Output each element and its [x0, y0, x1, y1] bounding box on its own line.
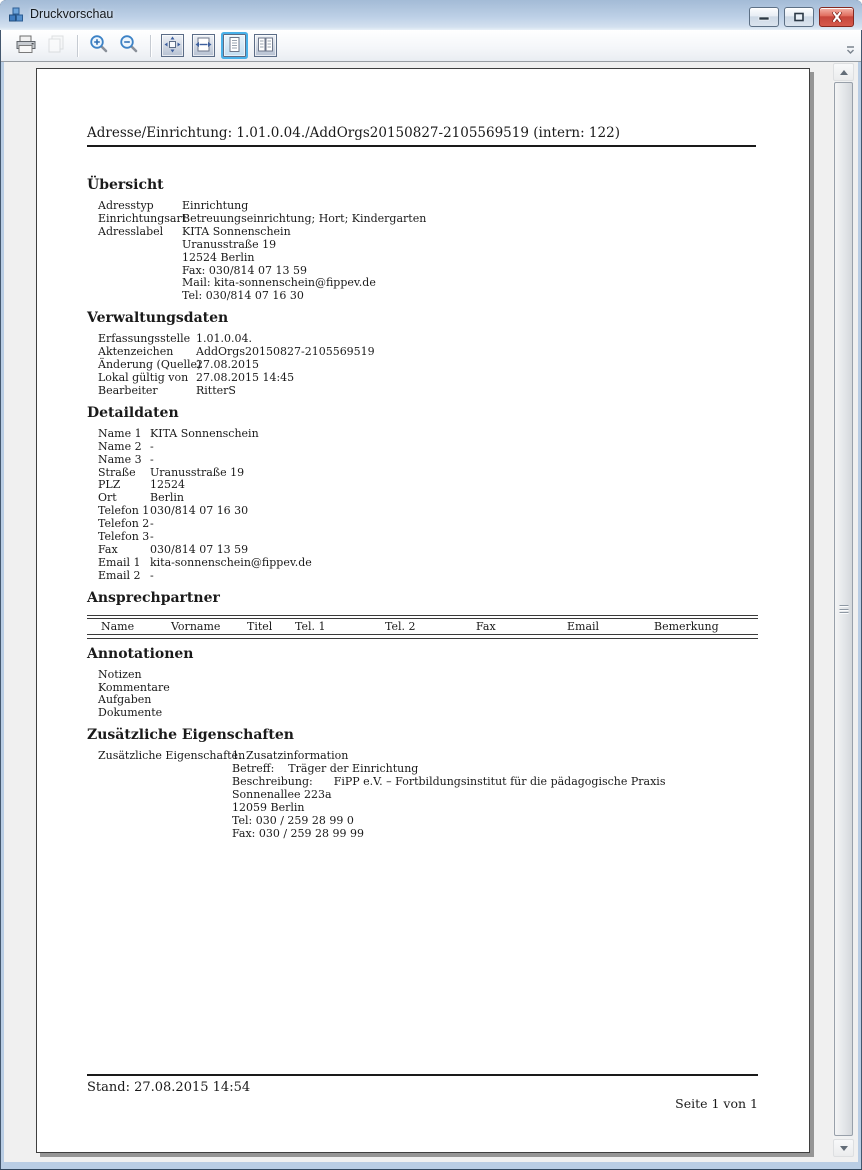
table-bottom-rule [87, 634, 758, 639]
window-title: Druckvorschau [30, 7, 114, 21]
value-line: - [150, 439, 154, 453]
maximize-button[interactable] [784, 7, 814, 27]
value-line: kita-sonnenschein@fippev.de [150, 555, 312, 569]
value-line: Tel: 030 / 259 28 99 0 [232, 813, 354, 827]
maximize-icon [793, 12, 805, 22]
data-row [87, 441, 756, 454]
app-cubes-icon [8, 7, 24, 23]
value-line: Betreff: Träger der Einrichtung [232, 762, 419, 776]
toolbar-separator [150, 35, 151, 57]
doc-sections [87, 177, 756, 841]
vertical-scrollbar[interactable] [833, 63, 854, 1157]
row-value [150, 531, 154, 544]
value-line: KITA Sonnenschein [150, 426, 259, 440]
row-label: Fax [98, 542, 118, 556]
row-label: Notizen [98, 667, 142, 681]
zoom-out-button[interactable] [116, 33, 142, 59]
section-uebersicht [87, 177, 756, 303]
data-row [87, 226, 756, 303]
toolbar-overflow-icon[interactable] [843, 45, 857, 57]
data-row [87, 669, 756, 682]
close-icon [830, 12, 844, 22]
row-label: Einrichtungsart [98, 211, 187, 225]
toolbar-group [86, 33, 142, 59]
data-row [87, 200, 756, 213]
row-value [196, 385, 236, 398]
row-label: Name 1 [98, 426, 142, 440]
column-header: Fax [476, 619, 496, 633]
column-header: Tel. 1 [295, 619, 326, 633]
data-row [87, 479, 756, 492]
value-line: - [150, 517, 154, 531]
value-line: Einrichtung [182, 199, 249, 212]
arrow-up-icon [840, 70, 848, 75]
value-line: - [150, 530, 154, 544]
row-label: Lokal gültig von [98, 370, 189, 384]
printer-icon [15, 35, 37, 57]
value-line: Berlin [150, 491, 184, 505]
value-line: 27.08.2015 14:45 [196, 370, 295, 384]
fit-width-button[interactable] [192, 34, 215, 57]
footer-page-number: Seite 1 von 1 [675, 1096, 758, 1111]
data-row [87, 385, 756, 398]
single-page-icon [226, 36, 243, 56]
footer-stand: Stand: 27.08.2015 14:54 [87, 1080, 251, 1095]
single-page-button[interactable] [223, 34, 246, 57]
copy-page-button[interactable] [43, 33, 69, 59]
row-label: Telefon 3 [98, 530, 150, 544]
value-line: RitterS [196, 383, 236, 397]
row-value [150, 454, 154, 467]
section-title: Verwaltungsdaten [87, 310, 229, 327]
data-row [87, 694, 756, 707]
row-label: Änderung (Quelle) [98, 358, 202, 372]
value-line: - [150, 568, 154, 582]
row-label: Straße [98, 465, 136, 479]
row-label: Erfassungsstelle [98, 332, 191, 346]
section-zusaetzliche-eigenschaften [87, 727, 756, 840]
scrollbar-thumb[interactable] [834, 82, 853, 1136]
row-label: Bearbeiter [98, 383, 158, 397]
row-label: PLZ [98, 478, 121, 492]
row-label: Name 3 [98, 452, 142, 466]
row-label: Dokumente [98, 706, 163, 720]
column-header: Titel [247, 619, 273, 633]
arrow-down-icon [840, 1146, 848, 1151]
value-line: 030/814 07 13 59 [150, 542, 249, 556]
column-header: Tel. 2 [385, 619, 416, 633]
value-line: Sonnenallee 223a [232, 788, 332, 801]
row-label: Email 2 [98, 568, 141, 582]
data-row [87, 557, 756, 570]
minimize-icon [758, 13, 770, 21]
data-row [87, 707, 756, 720]
data-row [87, 428, 756, 441]
data-row [87, 544, 756, 557]
row-label: Email 1 [98, 555, 141, 569]
value-line: Uranusstraße 19 [182, 237, 277, 251]
data-row [87, 518, 756, 531]
titlebar [0, 0, 862, 30]
zoom-in-button[interactable] [86, 33, 112, 59]
row-value [182, 200, 248, 213]
row-value [150, 441, 154, 454]
data-row [87, 505, 756, 518]
row-label: Telefon 1 [98, 504, 150, 518]
value-line: Tel: 030/814 07 16 30 [182, 289, 304, 303]
section-title: Zusätzliche Eigenschaften [87, 727, 294, 744]
column-header: Name [101, 619, 135, 633]
row-value [150, 570, 154, 583]
two-pages-button[interactable] [254, 34, 277, 57]
table-header-row [87, 619, 758, 634]
fit-page-icon [164, 36, 181, 56]
data-row [87, 531, 756, 544]
minimize-button[interactable] [749, 7, 779, 27]
document-footer [87, 1074, 758, 1111]
value-line: 1. Zusatzinformation [232, 749, 349, 763]
section-title: Detaildaten [87, 404, 179, 421]
row-label: Aufgaben [98, 693, 152, 707]
value-line: 030/814 07 16 30 [150, 504, 249, 518]
close-button[interactable] [819, 7, 854, 27]
value-line: Uranusstraße 19 [150, 465, 245, 479]
row-value [232, 750, 665, 840]
toolbar-group [13, 33, 69, 59]
value-line: 27.08.2015 [196, 358, 259, 372]
data-row [87, 750, 756, 840]
value-line: 12059 Berlin [232, 800, 305, 814]
row-label: Adresslabel [98, 224, 164, 238]
toolbar-separator [77, 35, 78, 57]
document-body [37, 69, 809, 1152]
print-button[interactable] [13, 33, 39, 59]
value-line: Beschreibung: FiPP e.V. – Fortbildungsinstitut für die pädagogische Praxis [232, 775, 666, 789]
row-label: Name 2 [98, 439, 142, 453]
preview-area [4, 62, 858, 1162]
data-row [87, 570, 756, 583]
scroll-up-button[interactable] [833, 63, 854, 81]
row-label: Aktenzeichen [98, 345, 174, 359]
fit-width-icon [195, 36, 212, 56]
value-line: 1.01.0.04. [196, 332, 252, 346]
row-value [150, 557, 312, 570]
data-row [87, 682, 756, 695]
value-line: - [150, 452, 154, 466]
value-line: Betreuungseinrichtung; Hort; Kindergarten [182, 211, 427, 225]
value-line: KITA Sonnenschein [182, 224, 291, 238]
window-controls [749, 7, 854, 27]
toolbar-group [159, 34, 279, 57]
section-verwaltungsdaten [87, 310, 756, 398]
value-line: 12524 Berlin [182, 250, 255, 264]
row-label: Adresstyp [98, 199, 154, 212]
row-value [150, 428, 259, 441]
scroll-down-button[interactable] [833, 1139, 854, 1157]
value-line: 12524 [150, 478, 185, 492]
data-row [87, 454, 756, 467]
row-label: Telefon 2 [98, 517, 150, 531]
section-title: Annotationen [87, 645, 194, 662]
section-annotationen [87, 646, 756, 721]
row-value [150, 544, 248, 557]
two-pages-icon [257, 36, 274, 56]
row-value [182, 226, 376, 303]
scrollbar-grip-icon [839, 605, 848, 613]
data-row [87, 213, 756, 226]
value-line: AddOrgs20150827-2105569519 [196, 345, 375, 359]
document-page [36, 68, 810, 1153]
value-line: Fax: 030 / 259 28 99 99 [232, 826, 365, 840]
row-value [196, 372, 294, 385]
zoom-out-icon [119, 34, 139, 57]
pages-icon [46, 35, 66, 57]
fit-page-button[interactable] [161, 34, 184, 57]
section-ansprechpartner [87, 590, 756, 639]
row-label: Ort [98, 491, 117, 505]
section-title: Ansprechpartner [87, 589, 220, 606]
value-line: Mail: kita-sonnenschein@fippev.de [182, 276, 376, 290]
row-value [182, 213, 426, 226]
zoom-in-icon [89, 34, 109, 57]
row-label: Kommentare [98, 680, 170, 694]
document-header: Adresse/Einrichtung: 1.01.0.04./AddOrgs20150827-2105569519 (intern: 122) [87, 125, 756, 147]
section-detaildaten [87, 405, 756, 583]
section-title: Übersicht [87, 177, 164, 193]
data-row [87, 372, 756, 385]
row-value [150, 505, 248, 518]
data-row [87, 467, 756, 480]
toolbar [1, 30, 861, 62]
row-label: Zusätzliche Eigenschaften [98, 749, 246, 763]
contacts-table [87, 615, 758, 639]
column-header: Bemerkung [654, 619, 719, 633]
data-row [87, 333, 756, 346]
column-header: Vorname [171, 619, 221, 633]
column-header: Email [567, 619, 600, 633]
value-line: Fax: 030/814 07 13 59 [182, 263, 308, 277]
